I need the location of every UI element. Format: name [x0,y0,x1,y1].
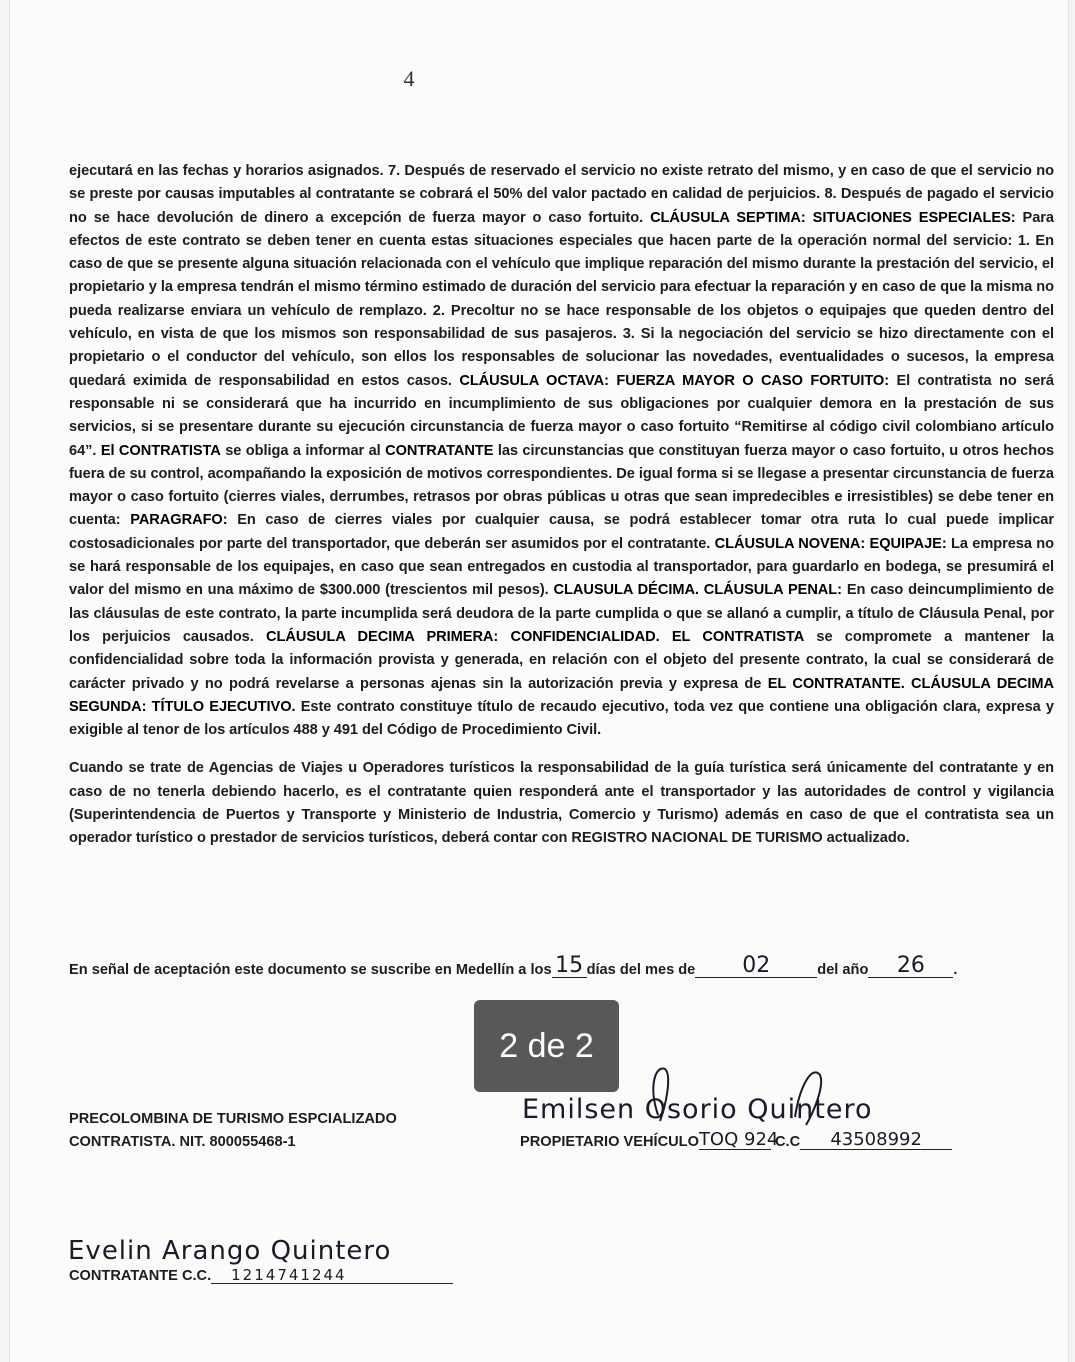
clause-text: En caso de cierres viales por cualquier causa, se podrá establecer tomar otra ruta lo cual puede implicar costosadicionales por parte del transportador, que deberán ser asumidos por el contratante. [69,512,1054,552]
clause-text: se obliga a informar al [220,442,386,459]
contratante-line [69,1267,453,1284]
contratante-cc-field: 1214741244 [211,1267,453,1284]
clause-text: La empresa no se hará responsable de los equipajes, en caso que sean entregados en custodia al transportador, para guardarlo en bodega, se presumirá el valor del mismo en una máximo de $300.000 (trescientos mil pesos). [69,535,1054,599]
cc-label: C.C [775,1134,801,1150]
clause-heading: El CONTRATISTA [100,442,221,459]
clause-text: las circunstancias que constituyan fuerza mayor o caso fortuito, u otros hechos fuera de su control, acompañando la exposición de motivos correspondientes. De igual forma si se llegase a presentar circunstancia de fuerza mayor o caso fortuito (cierres viales, derrumbes, retrasos por obras públicas u otras que sean impredecibles e irresistibles) se debe tener en cuenta: [69,442,1055,529]
page-indicator-toast: 2 de 2 [474,1000,619,1092]
plate-field: TOQ 924 [698,1129,779,1150]
clauses-paragraph [69,160,1054,742]
clause-text: ejecutará en las fechas y horarios asignados. 7. Después de reservado el servicio no existe retrato del mismo, y en caso de que el servicio no se preste por causas imputables al contratante se cobrará el 50% del valor pactado en calidad de perjuicios. 8. Después de pagado el servicio no se hace devolución de dinero a excepción de fuerza mayor o caso fortuito. [69,163,1054,226]
clause-heading: PARAGRAFO: [130,512,228,529]
day-field: 15 [552,955,587,978]
clause-text: En caso deincumplimiento de las cláusulas de este contrato, la parte incumplida será deudora de la parte cumplida o que se allanó a cumplir, a título de Cláusula Penal, por los perjuicios causados. [69,582,1054,645]
propietario-label: PROPIETARIO VEHÍCULO [520,1134,699,1150]
clause-text: Para efectos de este contrato se deben tener en cuenta estas situaciones especiales que hacen parte de la operación normal del servicio: 1. En caso de que se presente alguna situación relacionada con el vehículo que implique reparación del mismo durante la prestación del servicio, el propietario y la empresa tendrán el mismo término estimado de duración del servicio para efectuar la reparación y en caso de que la misma no pueda realizarse enviara un vehículo de remplazo. 2. Precoltur no se hace responsable de los objetos o equipajes que queden dentro del vehículo, en vista de que los mismos son responsabilidad de sus pasajeros. 3. Si la negociación del servicio se hizo directamente con el propietario o el conductor del vehículo, son ellos los responsables de solucionar las novedades, eventualidades o sucesos, la empresa quedará eximida de responsabilidad en estos casos. [69,209,1054,389]
document-page [10,0,1068,1362]
clause-heading: CLÁUSULA SEPTIMA: SITUACIONES ESPECIALES: [650,209,1016,226]
propietario-signature: Emilsen Osorio Quintero [522,1094,873,1125]
clause-heading: CONTRATANTE [385,442,494,459]
contratante-label: CONTRATANTE C.C. [69,1268,212,1284]
clause-text: se compromete a mantener la confidencialidad sobre toda la información provista y generada, en relación con el objeto del presente contrato, la cual se considerará de carácter privado y no podrá revelarse a personas ajenas sin la autorización previa y expresa de [69,628,1054,692]
month-field: 02 [695,955,817,978]
contratista-block [69,1108,397,1154]
acceptance-text-2: días del mes de [586,962,696,978]
tour-operators-paragraph: Cuando se trate de Agencias de Viajes u Operadores turísticos la responsabilidad de la guía turística será únicamente del contratante y en caso de no tenerla debiendo hacerlo, es el contratante quien responderá ante el transportador y las autoridades de control y vigilancia (Superintendencia de Puertos y Transporte y Ministerio de Industria, Comercio y Turismo) además en caso de que el contratista sea un operador turístico o prestador de servicios turísticos, deberá contar con REGISTRO NACIONAL DE TURISMO actualizado. [69,760,1054,847]
clause-heading: CLAUSULA DÉCIMA. CLÁUSULA PENAL: [553,582,842,599]
acceptance-text-4: . [953,962,958,978]
clause-heading: CLÁUSULA NOVENA: EQUIPAJE: [714,535,947,552]
acceptance-text-1: En señal de aceptación este documento se suscribe en Medellín a los [69,962,552,978]
acceptance-text-3: del año [817,962,869,978]
clause-text: Este contrato constituye título de recaudo ejecutivo, toda vez que contiene una obligación clara, expresa y exigible al tenor de los artículos 488 y 491 del Código de Procedimiento Civil. [69,698,1054,739]
propietario-line [520,1131,952,1150]
clause-heading: EL CONTRATANTE. CLÁUSULA DECIMA SEGUNDA: TÍTULO EJECUTIVO. [69,675,1054,715]
contract-body [69,160,1054,851]
clause-text: El contratista no será responsable ni se considerará que ha incurrido en incumplimiento de sus obligaciones por cualquier demora en la prestación de sus servicios, si se presentare durante su ejecución circunstancia de fuerza mayor o caso fortuito “Remitirse al código civil colombiano artículo 64”. [69,372,1054,459]
page-number-mark: 4 [403,66,415,91]
clause-heading: CLÁUSULA DECIMA PRIMERA: CONFIDENCIALIDAD. EL CONTRATISTA [265,628,805,645]
acceptance-line [69,955,1054,978]
contratante-signature: Evelin Arango Quintero [68,1236,392,1266]
clause-heading: CLÁUSULA OCTAVA: FUERZA MAYOR O CASO FORTUITO: [459,372,890,389]
contratista-nit: CONTRATISTA. NIT. 800055468-1 [69,1134,296,1150]
propietario-cc-field: 43508992 [800,1131,952,1150]
contratista-name: PRECOLOMBINA DE TURISMO ESPCIALIZADO [69,1111,397,1127]
year-field: 26 [868,955,953,978]
